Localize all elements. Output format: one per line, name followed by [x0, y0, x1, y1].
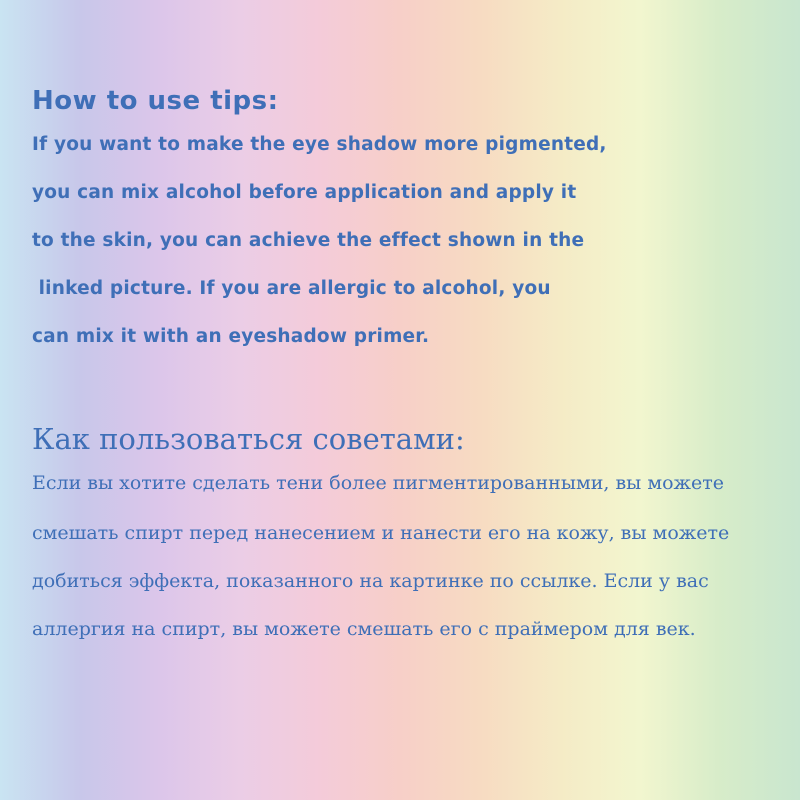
english-line-1: If you want to make the eye shadow more pigmented, — [32, 134, 607, 155]
english-heading: How to use tips: — [32, 86, 279, 116]
russian-line-1: Если вы хотите сделать тени более пигментированными, вы можете — [32, 472, 725, 494]
english-line-4: linked picture. If you are allergic to alcohol, you — [32, 278, 551, 299]
russian-line-3: добиться эффекта, показанного на картинке по ссылке. Если у вас — [32, 570, 709, 592]
russian-heading: Как пользоваться советами: — [32, 422, 465, 456]
english-line-3: to the skin, you can achieve the effect shown in the — [32, 230, 585, 251]
russian-line-4: аллергия на спирт, вы можете смешать его с праймером для век. — [32, 618, 696, 640]
russian-line-2: смешать спирт перед нанесением и нанести его на кожу, вы можете — [32, 522, 730, 544]
english-line-5: can mix it with an eyeshadow primer. — [32, 326, 430, 347]
english-line-2: you can mix alcohol before application and apply it — [32, 182, 577, 203]
